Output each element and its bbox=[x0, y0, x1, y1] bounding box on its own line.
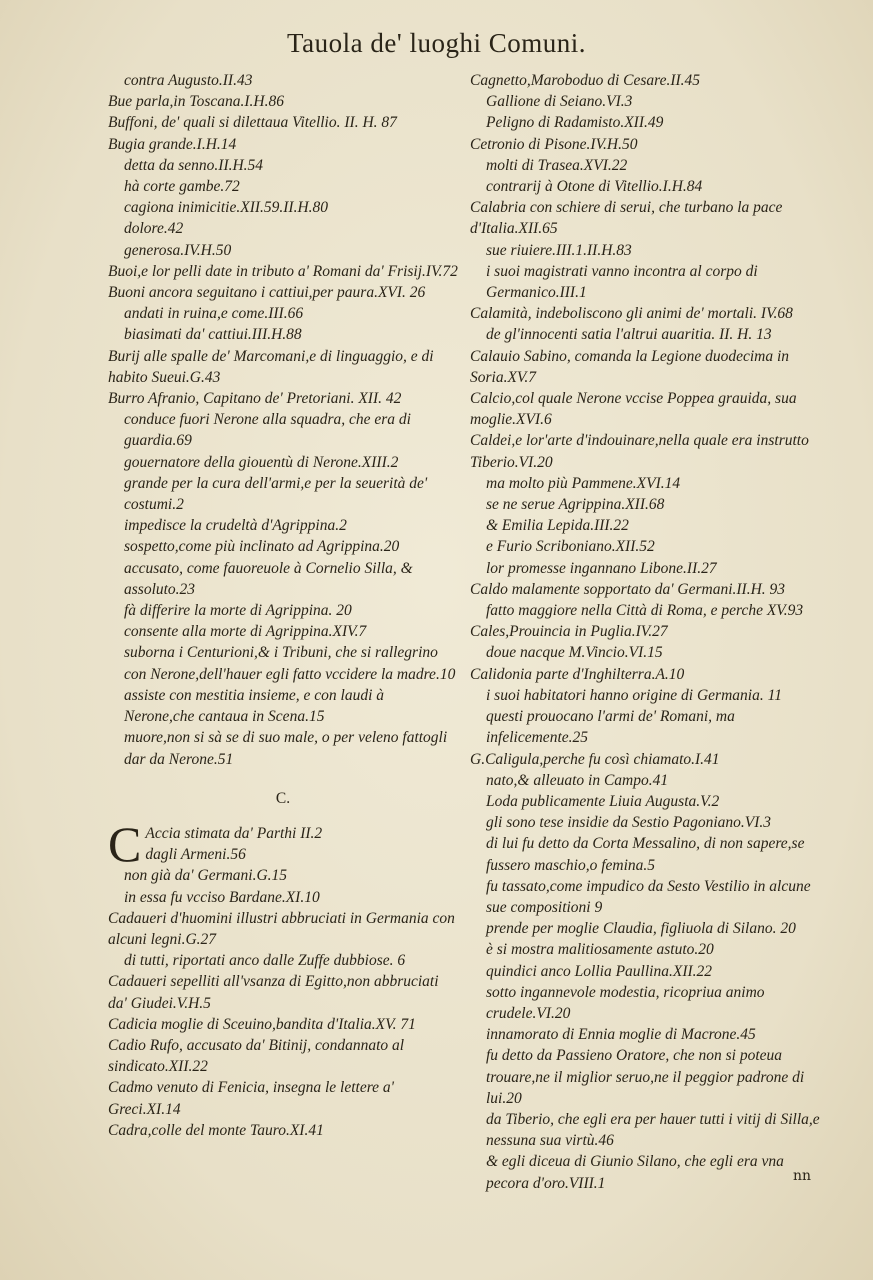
index-entry: Calabria con schiere di serui, che turbano la pace d'Italia.XII.65 bbox=[470, 199, 783, 238]
index-entry: andati in ruina,e come.III.66 bbox=[124, 305, 304, 323]
index-entry: ma molto più Pammene.XVI.14 bbox=[486, 474, 681, 492]
index-entry: generosa.IV.H.50 bbox=[124, 241, 232, 259]
index-entry: suborna i Centurioni,& i Tribuni, che si rallegrino con Nerone,dell'hauer egli fatto vccidere la madre.10 bbox=[124, 644, 456, 683]
index-entry: Buoni ancora seguitano i cattiui,per paura.XVI. 26 bbox=[108, 284, 426, 302]
index-entry: Buffoni, de' quali si dilettaua Vitellio. II. H. 87 bbox=[108, 114, 397, 132]
index-entry: & egli diceua di Giunio Silano, che egli era vna pecora d'oro.VIII.1 bbox=[486, 1153, 784, 1192]
index-entry: Cadra,colle del monte Tauro.XI.41 bbox=[108, 1121, 324, 1139]
index-entry: Caldo malamente sopportato da' Germani.II.H. 93 bbox=[470, 580, 786, 598]
index-entry: sospetto,come più inclinato ad Agrippina.20 bbox=[124, 538, 400, 556]
left-entries-c-list bbox=[108, 815, 458, 1141]
index-entry: i suoi habitatori hanno origine di Germania. 11 bbox=[486, 686, 782, 704]
index-entry: Calauio Sabino, comanda la Legione duodecima in Soria.XV.7 bbox=[470, 347, 790, 386]
index-entry: fu detto da Passieno Oratore, che non si poteua trouare,ne il miglior seruo,ne il peggior padrone di lui.20 bbox=[486, 1047, 805, 1107]
index-entry: detta da senno.II.H.54 bbox=[124, 156, 264, 174]
index-entry: Gallione di Seiano.VI.3 bbox=[486, 93, 633, 111]
index-entry: molti di Trasea.XVI.22 bbox=[486, 156, 628, 174]
index-entry: nato,& alleuato in Campo.41 bbox=[486, 771, 669, 789]
index-entry: Caldei,e lor'arte d'indouinare,nella quale era instrutto Tiberio.VI.20 bbox=[470, 432, 809, 471]
index-entry: hà corte gambe.72 bbox=[124, 178, 240, 196]
index-entry: de gl'innocenti satia l'altrui auaritia. II. H. 13 bbox=[486, 326, 772, 344]
index-entry: & Emilia Lepida.III.22 bbox=[486, 517, 629, 535]
index-entry: Cales,Prouincia in Puglia.IV.27 bbox=[470, 623, 668, 641]
index-entry: di tutti, riportati anco dalle Zuffe dubbiose. 6 bbox=[124, 952, 406, 970]
index-entry: dolore.42 bbox=[124, 220, 184, 238]
index-entry: gli sono tese insidie da Sestio Pagoniano.VI.3 bbox=[486, 814, 772, 832]
index-entry: fu tassato,come impudico da Sesto Vestilio in alcune sue compositioni 9 bbox=[486, 877, 811, 916]
index-entry: e Furio Scriboniano.XII.52 bbox=[486, 538, 655, 556]
index-entry: lor promesse ingannano Libone.II.27 bbox=[486, 559, 717, 577]
index-entry: fà differire la morte di Agrippina. 20 bbox=[124, 602, 352, 620]
index-entry: dagli Armeni.56 bbox=[145, 846, 246, 864]
index-entry: non già da' Germani.G.15 bbox=[124, 867, 288, 885]
index-entry: contrarij à Otone di Vitellio.I.H.84 bbox=[486, 178, 703, 196]
right-column bbox=[470, 70, 825, 1194]
index-entry: cagiona inimicitie.XII.59.II.H.80 bbox=[124, 199, 329, 217]
index-entry: Loda publicamente Liuia Augusta.V.2 bbox=[486, 792, 720, 810]
index-entry: di lui fu detto da Corta Messalino, di non sapere,se fussero maschio,o femina.5 bbox=[486, 835, 805, 874]
index-entry: prende per moglie Claudia, figliuola di Silano. 20 bbox=[486, 920, 796, 938]
index-entry: G.Caligula,perche fu così chiamato.I.41 bbox=[470, 750, 720, 768]
index-entry: Burro Afranio, Capitano de' Pretoriani. XII. 42 bbox=[108, 390, 402, 408]
index-entry: Peligno di Radamisto.XII.49 bbox=[486, 114, 664, 132]
index-entry: impedisce la crudeltà d'Agrippina.2 bbox=[124, 517, 347, 535]
index-entry: biasimati da' cattiui.III.H.88 bbox=[124, 326, 302, 344]
index-entry: Cadicia moglie di Sceuino,bandita d'Italia.XV. 71 bbox=[108, 1015, 416, 1033]
index-entry: consente alla morte di Agrippina.XIV.7 bbox=[124, 623, 367, 641]
index-entry: in essa fu vcciso Bardane.XI.10 bbox=[124, 888, 320, 906]
index-entry: conduce fuori Nerone alla squadra, che era di guardia.69 bbox=[124, 411, 411, 450]
index-entry: Bugia grande.I.H.14 bbox=[108, 135, 237, 153]
index-entry: innamorato di Ennia moglie di Macrone.45 bbox=[486, 1026, 756, 1044]
index-entry: Calcio,col quale Nerone vccise Poppea grauida, sua moglie.XVI.6 bbox=[470, 390, 797, 429]
index-entry: sue riuiere.III.1.II.H.83 bbox=[486, 241, 632, 259]
index-entry: Buoi,e lor pelli date in tributo a' Romani da' Frisij.IV.72 bbox=[108, 262, 458, 280]
index-entry: Calidonia parte d'Inghilterra.A.10 bbox=[470, 665, 685, 683]
index-entry: contra Augusto.II.43 bbox=[124, 72, 253, 89]
index-entry: i suoi magistrati vanno incontra al corpo di Germanico.III.1 bbox=[486, 262, 758, 302]
left-column bbox=[108, 70, 458, 1141]
drop-cap: C bbox=[108, 815, 142, 872]
index-entry: Accia stimata da' Parthi II.2 bbox=[145, 824, 323, 842]
index-entry: Cadio Rufo, accusato da' Bitinij, condannato al sindicato.XII.22 bbox=[108, 1036, 405, 1076]
index-entry: Cagnetto,Maroboduo di Cesare.II.45 bbox=[470, 72, 701, 89]
index-entry: gouernatore della giouentù di Nerone.XIII.2 bbox=[124, 453, 399, 471]
index-entry: se ne serue Agrippina.XII.68 bbox=[486, 496, 665, 514]
index-entry: fatto maggiore nella Città di Roma, e perche XV.93 bbox=[486, 602, 804, 620]
index-entry: Calamità, indeboliscono gli animi de' mortali. IV.68 bbox=[470, 305, 793, 323]
right-entries bbox=[470, 70, 825, 1194]
index-entry: da Tiberio, che egli era per hauer tutti i vitij di Silla,e nessuna sua virtù.46 bbox=[486, 1110, 820, 1150]
left-entries-c bbox=[108, 815, 458, 1141]
index-entry: assiste con mestitia insieme, e con laudi à Nerone,che cantaua in Scena.15 bbox=[124, 686, 385, 726]
index-entry: quindici anco Lollia Paullina.XII.22 bbox=[486, 962, 713, 980]
index-entry: accusato, come fauoreuole à Cornelio Silla, & assoluto.23 bbox=[124, 559, 413, 598]
index-entry: Bue parla,in Toscana.I.H.86 bbox=[108, 93, 284, 111]
page-title: Tauola de' luoghi Comuni. bbox=[287, 28, 586, 58]
index-entry: Cadaueri sepelliti all'vsanza di Egitto,non abbruciati da' Giudei.V.H.5 bbox=[108, 973, 439, 1012]
index-entry: sotto ingannevole modestia, ricopriua animo crudele.VI.20 bbox=[486, 983, 765, 1022]
signature-mark: nn bbox=[792, 1168, 811, 1184]
index-entry: Burij alle spalle de' Marcomani,e di linguaggio, e di habito Sueui.G.43 bbox=[108, 347, 434, 386]
section-letter-c: C. bbox=[275, 789, 291, 807]
index-entry: è si mostra malitiosamente astuto.20 bbox=[486, 941, 714, 959]
index-entry: Cadmo venuto di Fenicia, insegna le lettere a' Greci.XI.14 bbox=[108, 1079, 394, 1118]
index-entry: muore,non si sà se di suo male, o per veleno fattogli dar da Nerone.51 bbox=[124, 729, 448, 768]
index-entry: Cadaueri d'huomini illustri abbruciati in Germania con alcuni legni.G.27 bbox=[108, 909, 455, 948]
index-entry: Cetronio di Pisone.IV.H.50 bbox=[470, 135, 638, 153]
index-entry: doue nacque M.Vincio.VI.15 bbox=[486, 644, 663, 662]
index-entry: questi prouocano l'armi de' Romani, ma infelicemente.25 bbox=[486, 708, 735, 747]
index-entry: grande per la cura dell'armi,e per la seuerità de' costumi.2 bbox=[124, 474, 428, 514]
left-entries bbox=[108, 70, 458, 770]
